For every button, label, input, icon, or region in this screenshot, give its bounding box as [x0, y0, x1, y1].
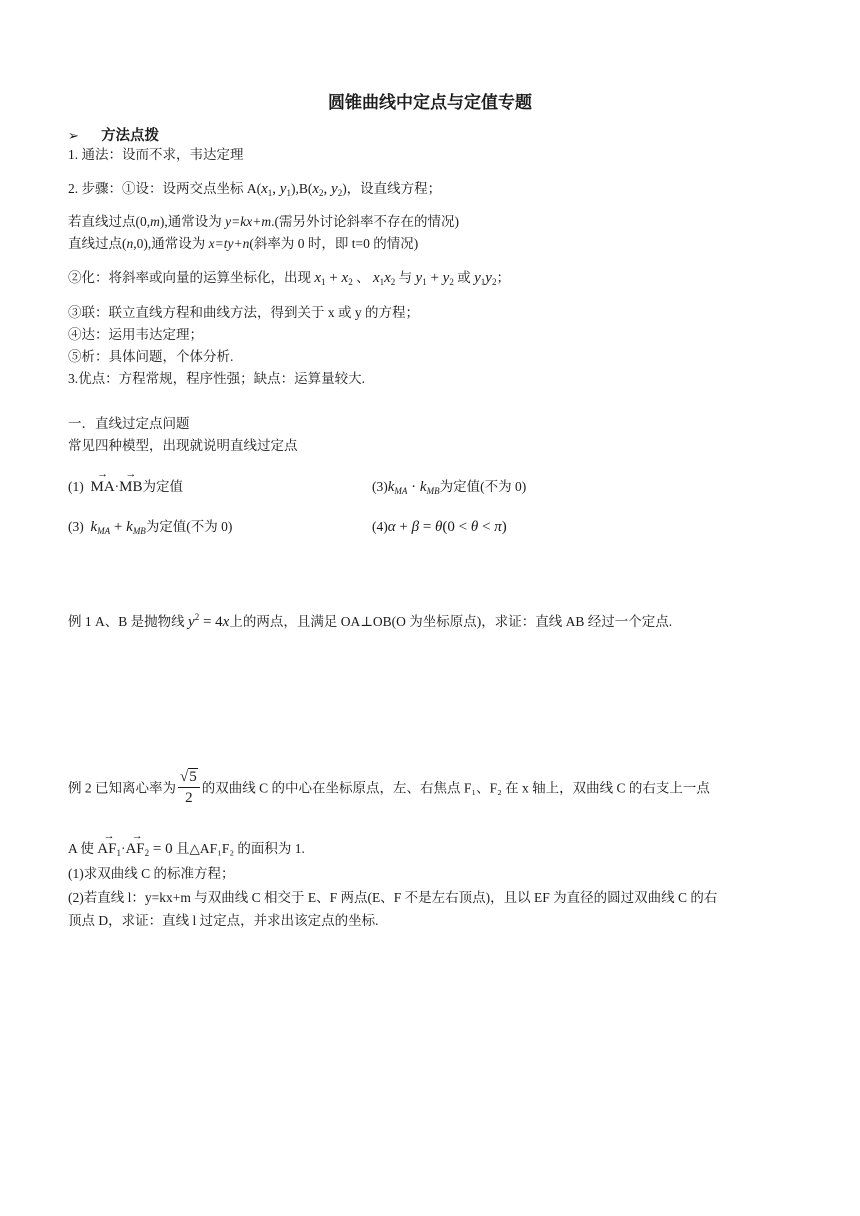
question-2-line1: (2)若直线 l：y=kx+m 与双曲线 C 相交于 E、F 两点(E、F 不是左右顶点)，且以 EF 为直径的圆过双曲线 C 的右: [68, 890, 718, 905]
example1-suffix: 上的两点，且满足 OA⊥OB(O 为坐标原点)，求证：直线 AB 经过一个定点.: [229, 614, 673, 629]
eccentricity-fraction: [178, 767, 200, 808]
line-through-n0: [68, 235, 418, 253]
model2-text: 为定值(不为 0): [439, 479, 527, 494]
model-4: [372, 518, 507, 536]
parabola-equation: $y^2 = 4x$: [188, 612, 230, 630]
model3-index: (3): [68, 519, 84, 534]
step2-sep1: 、: [352, 270, 373, 285]
dot-operator: ·: [114, 479, 120, 494]
sum-x: $x_1 + x_2$: [314, 270, 353, 287]
vector-af2: → $AF_2$: [125, 840, 149, 862]
line-a-equation: y=kx+m: [225, 214, 272, 229]
line-b-equation: x=ty+n: [208, 236, 250, 251]
step2-sep2: 与: [395, 270, 416, 285]
sqrt-sign: √5: [180, 769, 197, 785]
example-2-line1: [68, 769, 710, 810]
example2-prefix: 例 2 已知离心率为: [68, 780, 176, 796]
example2-line2-suffix: 且△AF₁F₂ 的面积为 1.: [172, 841, 305, 856]
vector-af1: → $AF_1$: [97, 840, 121, 862]
line-a-end: .(需另外讨论斜率不存在的情况): [271, 214, 459, 229]
example1-prefix: 例 1 A、B 是抛物线: [68, 614, 189, 629]
example2-suffix: 的双曲线 C 的中心在坐标原点，左、右焦点 F₁、F₂ 在 x 轴上，双曲线 C 的右支上一点: [201, 780, 710, 796]
step-3: ③联：联立直线方程和曲线方法，得到关于 x 或 y 的方程；: [68, 305, 419, 320]
line-b-text: 直线过点(: [68, 236, 127, 251]
model4-index: (4): [372, 519, 388, 534]
vector-mb: → MB: [119, 478, 142, 496]
line-b-end: (斜率为 0 时，即 t=0 的情况): [249, 236, 419, 251]
section-heading: [68, 124, 159, 145]
slope-product: $k_{MA} \cdot k_{MB}$: [387, 479, 440, 496]
item2-mid: ),B(: [290, 181, 313, 196]
dot-operator-2: ·: [120, 841, 126, 856]
slope-sum: $k_{MA} + k_{MB}$: [90, 519, 146, 536]
method-item-2: [68, 180, 441, 202]
radicand: 5: [189, 769, 197, 785]
model1-index: (1): [68, 479, 84, 494]
line-b-n: n: [126, 236, 134, 251]
step-2: [68, 269, 510, 291]
fraction-denominator: 2: [185, 790, 193, 806]
vector-ma: → MA: [91, 478, 115, 496]
point-a-coords: $x_1$, $y_1$: [261, 181, 291, 198]
page-title: 圆锥曲线中定点与定值专题: [328, 93, 532, 113]
example2-line2-prefix: A 使: [68, 841, 98, 856]
example-1: [68, 608, 672, 631]
point-b-coords: $x_2$, $y_2$: [312, 181, 343, 198]
equals-zero: = 0: [149, 841, 173, 857]
item2-prefix: 2. 步骤：①设：设两交点坐标 A(: [68, 181, 262, 196]
model3-text: 为定值(不为 0): [145, 519, 233, 534]
model1-text: 为定值: [142, 479, 184, 494]
model-1: [68, 478, 183, 496]
fraction-numerator: [178, 767, 200, 788]
example-2-line2: [68, 840, 305, 862]
question-1: (1)求双曲线 C 的标准方程；: [68, 866, 235, 881]
section-label: 方法点拨: [101, 128, 160, 144]
product-y: $y_1y_2$: [474, 270, 497, 287]
part1-heading: 一．直线过定点问题: [68, 416, 190, 431]
method-item-1: 1. 通法：设而不求，韦达定理: [68, 147, 244, 162]
step-4: ④达：运用韦达定理；: [68, 327, 203, 342]
sum-y: $y_1 + y_2$: [415, 270, 454, 287]
arrow-bullet-icon: ➢: [68, 129, 79, 144]
item2-suffix: )，设直线方程；: [342, 181, 442, 196]
model-3: [68, 518, 232, 540]
line-a-m: m: [150, 214, 160, 229]
product-x: $x_1x_2$: [372, 270, 396, 287]
step2-sep3: 或: [453, 270, 475, 285]
step-5: ⑤析：具体问题，个体分析.: [68, 349, 234, 364]
model2-index: (3): [372, 479, 388, 494]
step2-prefix: ②化：将斜率或向量的运算坐标化，出现: [68, 270, 315, 285]
line-a-mid: ),通常设为: [159, 214, 226, 229]
method-item-3: 3.优点：方程常规，程序性强；缺点：运算量较大.: [68, 371, 365, 386]
step2-end: ；: [496, 270, 510, 285]
part1-intro: 常见四种模型，出现就说明直线过定点: [68, 438, 298, 453]
angle-sum-formula: α + β = θ(0 < θ < π): [387, 519, 507, 535]
line-b-mid: ,0),通常设为: [133, 236, 209, 251]
line-through-0m: [68, 213, 459, 231]
model-2: [372, 478, 526, 500]
line-a-text: 若直线过点(0,: [68, 214, 151, 229]
question-2-line2: 顶点 D，求证：直线 l 过定点，并求出该定点的坐标.: [68, 913, 379, 928]
